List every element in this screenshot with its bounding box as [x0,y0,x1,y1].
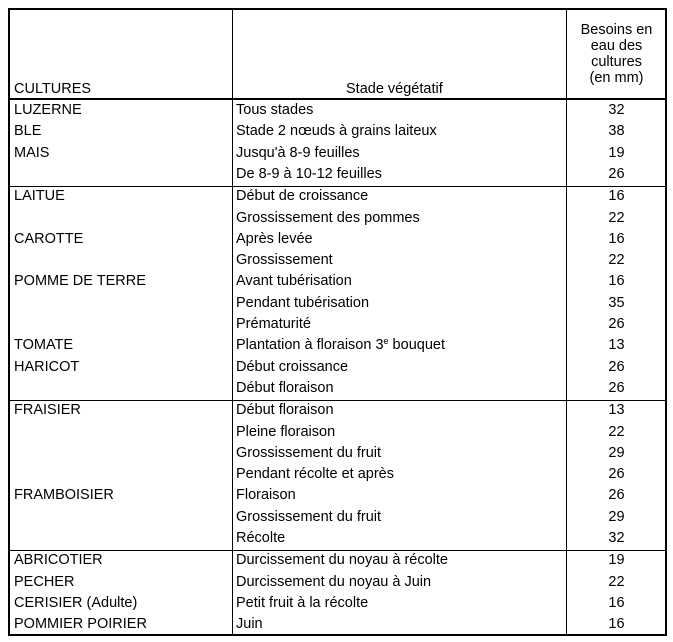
water-need-value: 26 [608,380,625,396]
stage-text: Début de croissance [236,188,369,204]
crop-name: FRAMBOISIER [14,487,114,503]
crop-name: MAIS [14,145,50,161]
water-need-value: 26 [608,466,625,482]
water-need-value: 32 [608,102,625,118]
crop-name: TOMATE [14,337,74,353]
stage-text: Durcissement du noyau à Juin [236,574,432,590]
stage-text: Début floraison [236,380,334,396]
water-need-value: 22 [608,574,625,590]
stage-superscript: e [383,336,389,346]
crop-name: BLE [14,123,42,139]
water-need-value: 35 [608,295,625,311]
stage-text [236,337,445,354]
crop-name: CERISIER (Adulte) [14,595,138,611]
crop-water-needs-table [8,8,667,636]
water-need-value: 16 [608,231,625,247]
stage-text: Récolte [236,530,286,546]
water-need-value: 26 [608,487,625,503]
stage-text: Après levée [236,231,313,247]
water-need-value: 29 [608,445,625,461]
stage-text-part: bouquet [388,337,445,353]
header-cultures: CULTURES [14,81,92,97]
stage-text: Tous stades [236,102,314,118]
header-stade: Stade végétatif [346,81,443,97]
stage-text: Grossissement du fruit [236,509,382,525]
water-need-value: 13 [608,402,625,418]
stage-text: Juin [236,616,263,632]
header-separator [10,98,665,100]
water-need-value: 13 [608,337,625,353]
water-need-value: 32 [608,530,625,546]
stage-text: Durcissement du noyau à récolte [236,552,448,568]
water-need-value: 38 [608,123,625,139]
crop-name: CAROTTE [14,231,84,247]
water-need-value: 16 [608,616,625,632]
crop-name: HARICOT [14,359,80,375]
crop-name: LAITUE [14,188,65,204]
stage-text-part: Plantation à floraison 3 [236,337,384,353]
stage-text: Stade 2 nœuds à grains laiteux [236,123,437,139]
water-need-value: 19 [608,552,625,568]
crop-name: ABRICOTIER [14,552,103,568]
water-need-value: 26 [608,166,625,182]
stage-text: De 8-9 à 10-12 feuilles [236,166,382,182]
water-need-value: 16 [608,188,625,204]
water-need-value: 22 [608,252,625,268]
water-need-value: 19 [608,145,625,161]
header-besoins: Besoins en eau des cultures (en mm) [580,22,653,86]
stage-text: Pleine floraison [236,424,336,440]
water-need-value: 16 [608,595,625,611]
stage-text: Petit fruit à la récolte [236,595,369,611]
water-need-value: 26 [608,316,625,332]
crop-name: LUZERNE [14,102,82,118]
water-need-value: 26 [608,359,625,375]
stage-text: Prématurité [236,316,311,332]
stage-text: Début floraison [236,402,334,418]
crop-name: FRAISIER [14,402,81,418]
crop-name: POMME DE TERRE [14,273,146,289]
stage-text: Grossissement [236,252,333,268]
column-divider [232,10,233,634]
stage-text: Pendant tubérisation [236,295,370,311]
stage-text: Pendant récolte et après [236,466,394,482]
stage-text: Grossissement des pommes [236,210,420,226]
water-need-value: 22 [608,210,625,226]
water-need-value: 29 [608,509,625,525]
water-need-value: 16 [608,273,625,289]
stage-text: Début croissance [236,359,349,375]
stage-text: Grossissement du fruit [236,445,382,461]
stage-text: Jusqu'à 8-9 feuilles [236,145,360,161]
stage-text: Avant tubérisation [236,273,352,289]
water-need-value: 22 [608,424,625,440]
crop-name: PECHER [14,574,75,590]
stage-text: Floraison [236,487,296,503]
crop-name: POMMIER POIRIER [14,616,147,632]
